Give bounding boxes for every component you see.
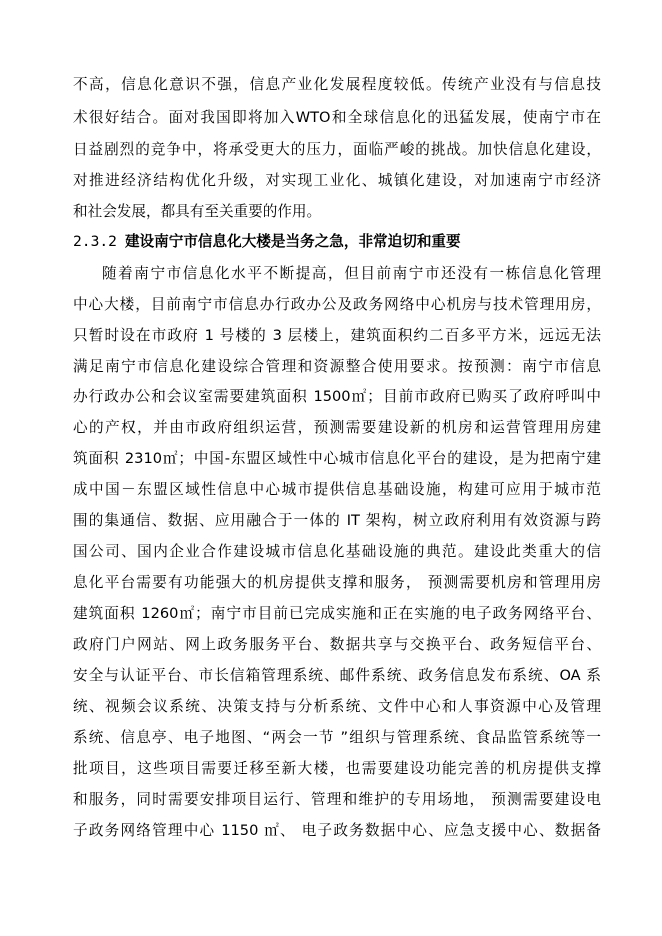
paragraph-line: 心的产权，并由市政府组织运营，预测需要建设新的机房和运营管理用房建 bbox=[73, 419, 601, 436]
paragraph-line: 安全与认证平台、市长信箱管理系统、邮件系统、政务信息发布系统、OA 系 bbox=[73, 667, 601, 684]
paragraph-line: 国公司、国内企业合作建设城市信息化基础设施的典范。建设此类重大的信 bbox=[73, 543, 601, 560]
paragraph-line: 批项目，这些项目需要迁移至新大楼，也需要建设功能完善的机房提供支撑 bbox=[73, 760, 601, 777]
paragraph-line: 政府门户网站、网上政务服务平台、数据共享与交换平台、政务短信平台、 bbox=[73, 636, 601, 653]
paragraph-line: 围的集通信、数据、应用融合于一体的 IT 架构，树立政府利用有效资源与跨 bbox=[73, 512, 601, 529]
paragraph-line: 系统、信息亭、电子地图、“两会一节 ”组织与管理系统、食品监管系统等一 bbox=[73, 729, 601, 746]
paragraph-line: 对推进经济结构优化升级，对实现工业化、城镇化建设，对加速南宁市经济 bbox=[73, 172, 601, 189]
paragraph-line: 办行政办公和会议室需要建筑面积 1500㎡；目前市政府已购买了政府呼叫中 bbox=[73, 388, 601, 405]
paragraph-line: 和社会发展，都具有至关重要的作用。 bbox=[73, 203, 322, 220]
paragraph-line: 子政务网络管理中心 1150 ㎡、 电子政务数据中心、应急支援中心、数据备 bbox=[73, 822, 601, 839]
paragraph-line: 成中国－东盟区域性信息中心城市提供信息基础设施，构建可应用于城市范 bbox=[73, 481, 601, 498]
paragraph-line: 筑面积 2310㎡；中国-东盟区域性中心城市信息化平台的建设，是为把南宁建 bbox=[73, 450, 601, 467]
paragraph-line: 日益剧烈的竞争中，将承受更大的压力，面临严峻的挑战。加快信息化建设， bbox=[73, 141, 601, 158]
paragraph-line: 息化平台需要有功能强大的机房提供支撑和服务， 预测需要机房和管理用房 bbox=[73, 574, 601, 591]
paragraph-line: 和服务，同时需要安排项目运行、管理和维护的专用场地， 预测需要建设电 bbox=[73, 791, 601, 808]
paragraph-line: 满足南宁市信息化建设综合管理和资源整合使用要求。按预测：南宁市信息 bbox=[73, 358, 601, 375]
section-number: 2.3.2 bbox=[73, 233, 117, 250]
paragraph-line: 统、视频会议系统、决策支持与分析系统、文件中心和人事资源中心及管理 bbox=[73, 698, 601, 715]
paragraph-line: 不高，信息化意识不强，信息产业化发展程度较低。传统产业没有与信息技 bbox=[73, 76, 601, 93]
paragraph-line: 随着南宁市信息化水平不断提高，但目前南宁市还没有一栋信息化管理 bbox=[102, 265, 601, 282]
section-title: 建设南宁市信息化大楼是当务之急，非常迫切和重要 bbox=[124, 233, 461, 250]
paragraph-line: 中心大楼，目前南宁市信息办行政办公及政务网络中心机房与技术管理用房， bbox=[73, 296, 601, 313]
paragraph-line: 建筑面积 1260㎡；南宁市目前已完成实施和正在实施的电子政务网络平台、 bbox=[73, 605, 601, 622]
paragraph-line: 只暂时设在市政府 1 号楼的 3 层楼上，建筑面积约二百多平方米，远远无法 bbox=[73, 327, 601, 344]
section-heading bbox=[73, 232, 601, 252]
paragraph-line: 术很好结合。面对我国即将加入WTO和全球信息化的迅猛发展，使南宁市在 bbox=[73, 109, 601, 126]
